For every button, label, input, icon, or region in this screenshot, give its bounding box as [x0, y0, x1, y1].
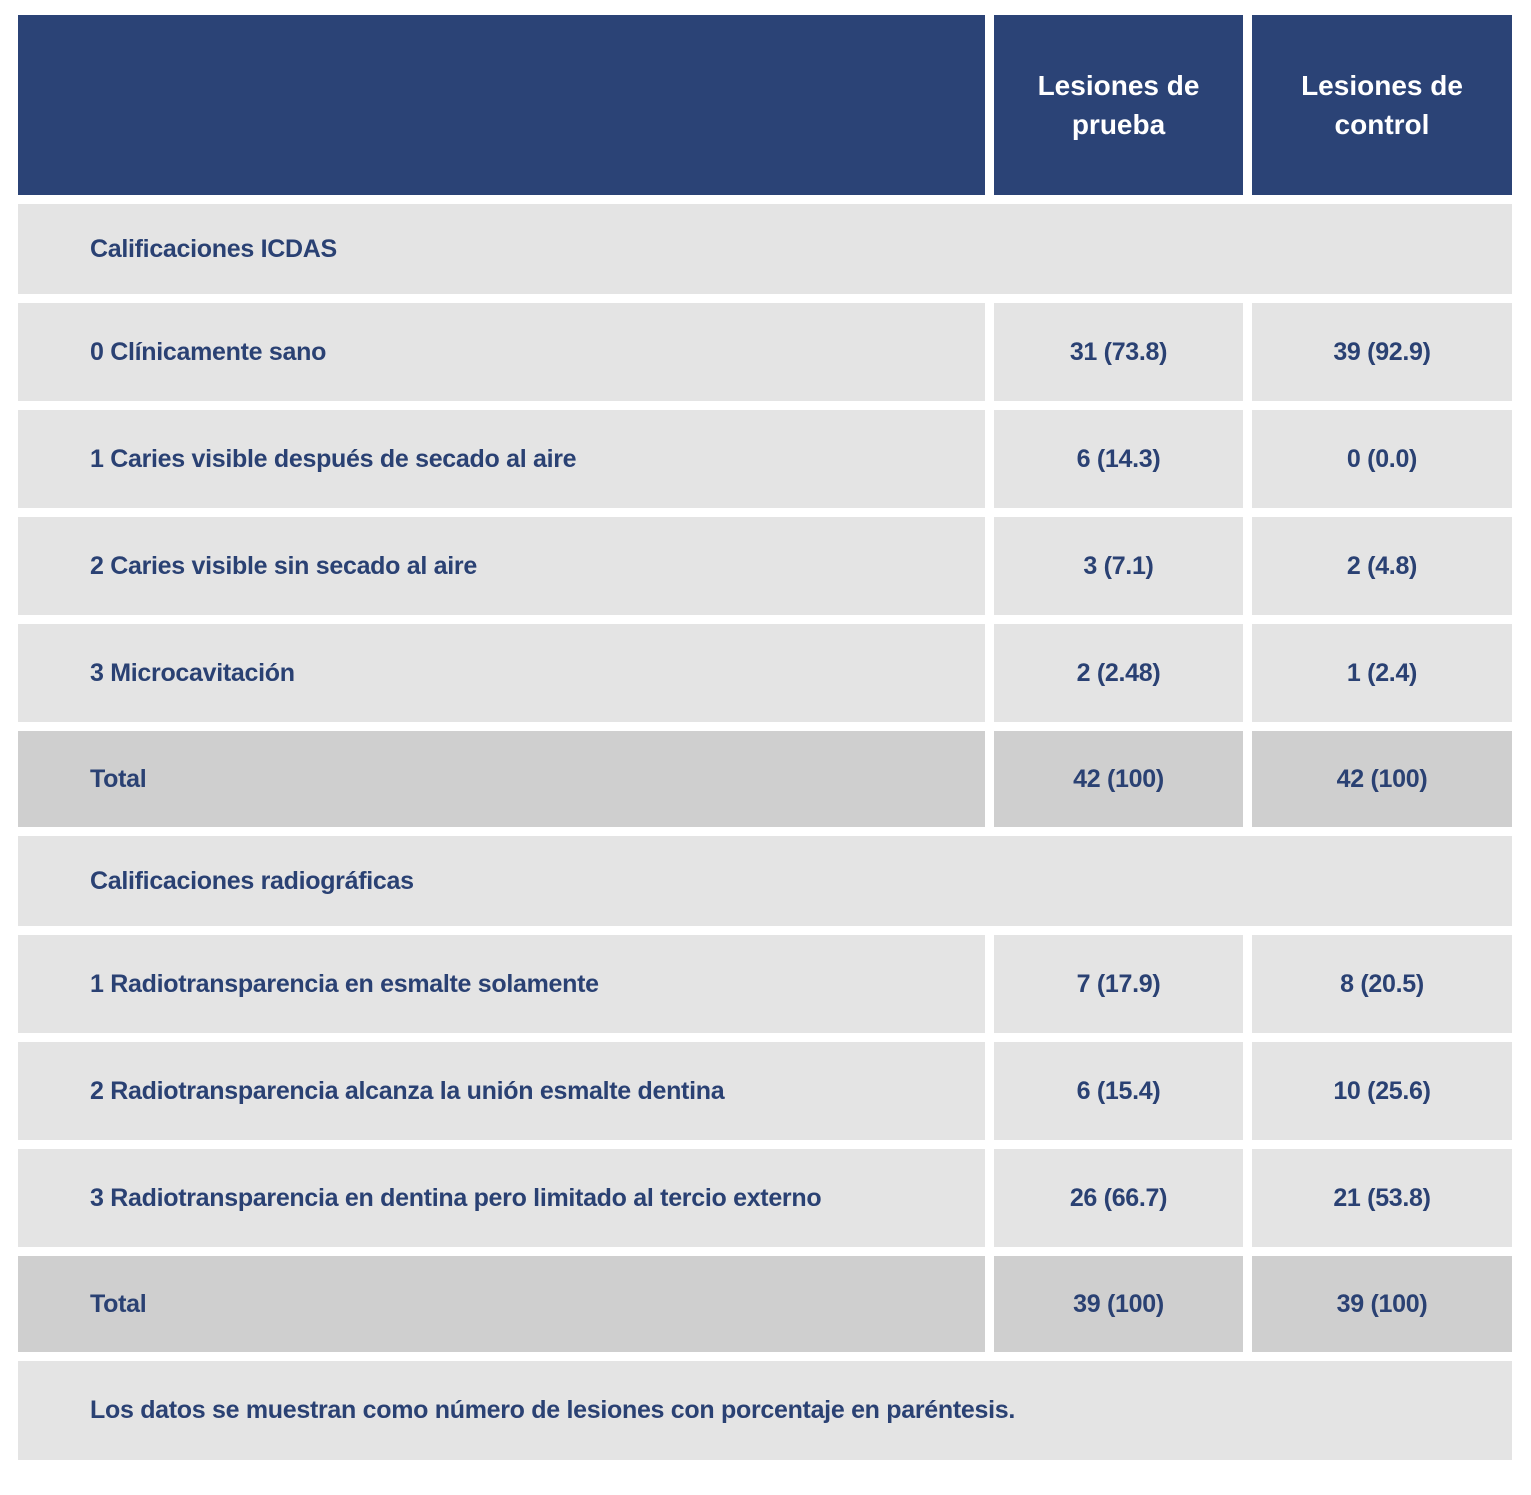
row-label: 1 Radiotransparencia en esmalte solamente	[18, 935, 985, 1033]
prueba-value: 6 (14.3)	[994, 410, 1243, 508]
table-row	[18, 935, 1512, 1033]
prueba-total: 42 (100)	[994, 731, 1243, 827]
footnote-text: Los datos se muestran como número de lesiones con porcentaje en paréntesis.	[18, 1361, 1512, 1460]
control-value: 8 (20.5)	[1252, 935, 1512, 1033]
row-label: 3 Microcavitación	[18, 624, 985, 722]
table-row	[18, 303, 1512, 401]
section-row-radiograficas	[18, 836, 1512, 926]
header-lesiones-prueba: Lesiones de prueba	[994, 15, 1243, 195]
footnote-row	[18, 1361, 1512, 1460]
control-value: 1 (2.4)	[1252, 624, 1512, 722]
control-value: 2 (4.8)	[1252, 517, 1512, 615]
table-header-row	[18, 15, 1512, 195]
control-value: 39 (92.9)	[1252, 303, 1512, 401]
prueba-total: 39 (100)	[994, 1256, 1243, 1352]
total-label: Total	[18, 731, 985, 827]
row-label: 1 Caries visible después de secado al aire	[18, 410, 985, 508]
control-total: 42 (100)	[1252, 731, 1512, 827]
table-row	[18, 517, 1512, 615]
prueba-value: 6 (15.4)	[994, 1042, 1243, 1140]
table-row	[18, 410, 1512, 508]
total-row-radiograficas	[18, 1256, 1512, 1352]
prueba-value: 3 (7.1)	[994, 517, 1243, 615]
total-row-icdas	[18, 731, 1512, 827]
table-row	[18, 1149, 1512, 1247]
row-label: 2 Caries visible sin secado al aire	[18, 517, 985, 615]
control-total: 39 (100)	[1252, 1256, 1512, 1352]
total-label: Total	[18, 1256, 985, 1352]
table-row	[18, 624, 1512, 722]
prueba-value: 7 (17.9)	[994, 935, 1243, 1033]
header-lesiones-control: Lesiones de control	[1252, 15, 1512, 195]
row-label: 0 Clínicamente sano	[18, 303, 985, 401]
prueba-value: 31 (73.8)	[994, 303, 1243, 401]
prueba-value: 26 (66.7)	[994, 1149, 1243, 1247]
section-row-icdas	[18, 204, 1512, 294]
control-value: 0 (0.0)	[1252, 410, 1512, 508]
control-value: 10 (25.6)	[1252, 1042, 1512, 1140]
lesions-table	[18, 15, 1512, 1460]
row-label: 3 Radiotransparencia en dentina pero limitado al tercio externo	[18, 1149, 985, 1247]
row-label: 2 Radiotransparencia alcanza la unión esmalte dentina	[18, 1042, 985, 1140]
prueba-value: 2 (2.48)	[994, 624, 1243, 722]
table-row	[18, 1042, 1512, 1140]
section-title: Calificaciones ICDAS	[18, 204, 1512, 294]
header-empty-cell	[18, 15, 985, 195]
section-title: Calificaciones radiográficas	[18, 836, 1512, 926]
control-value: 21 (53.8)	[1252, 1149, 1512, 1247]
